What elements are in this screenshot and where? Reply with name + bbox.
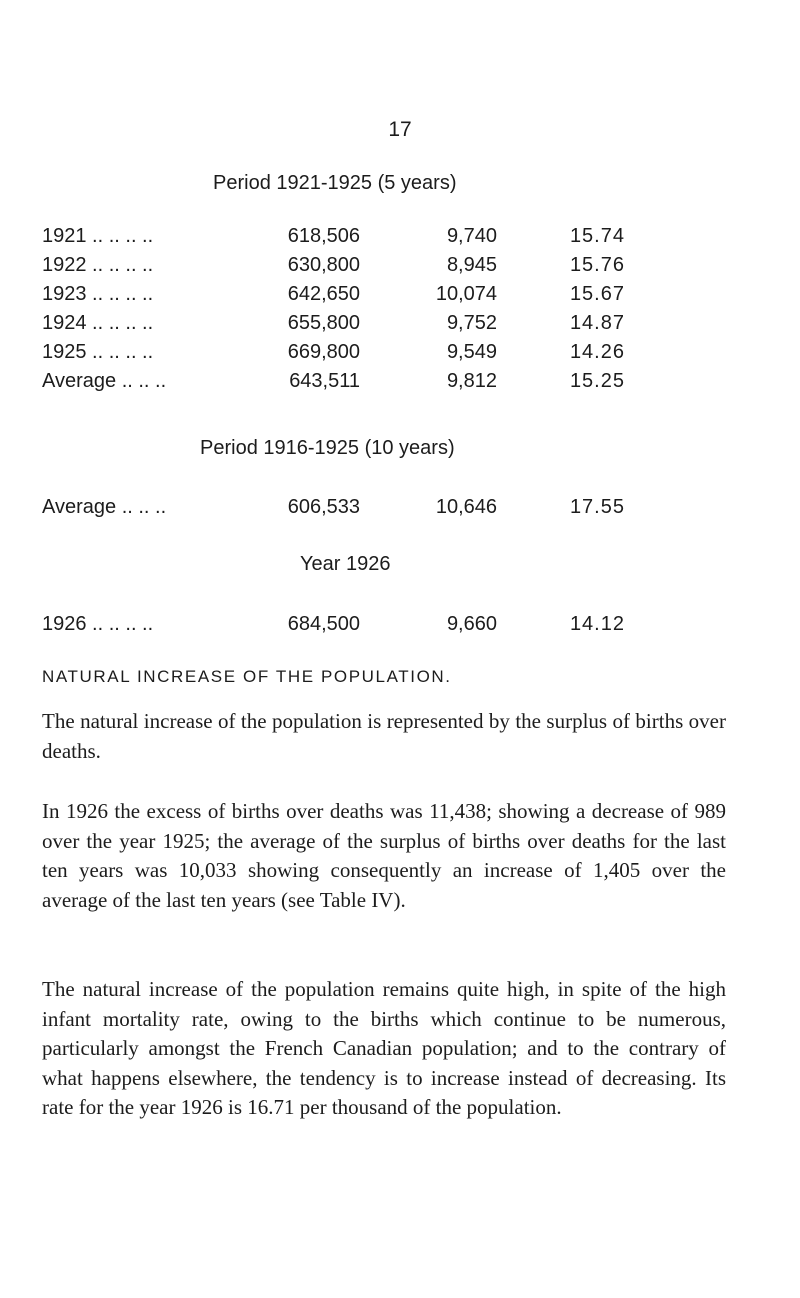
row-label: 1924 .. .. .. ..	[42, 312, 154, 334]
paragraph-text: The natural increase of the population remains quite high, in spite of the high infant mortality rate, owing to the births which continue to be numerous, particularly amongst the French Canadian population; and to the contrary of what happens elsewhere, the tendency is to increase instead of decreasing. Its rate for the year 1926 is 16.71 per thousand of the population.	[42, 977, 726, 1119]
rate-value: 14.12	[569, 613, 625, 635]
population-value: 606,533	[287, 496, 360, 518]
table-row	[0, 370, 800, 398]
row-label: Average .. .. ..	[42, 370, 167, 392]
table-row	[0, 225, 800, 253]
row-label: 1921 .. .. .. ..	[42, 225, 154, 247]
rate-value: 14.26	[569, 341, 625, 363]
deaths-value: 9,812	[446, 370, 497, 392]
period-heading-1921-1925: Period 1921-1925 (5 years)	[213, 172, 457, 194]
rate-value: 15.67	[569, 283, 625, 305]
rate-value: 14.87	[569, 312, 625, 334]
rate-value: 15.74	[569, 225, 625, 247]
page-number: 17	[388, 118, 412, 141]
rate-value: 17.55	[569, 496, 625, 518]
population-value: 643,511	[289, 370, 360, 392]
population-value: 655,800	[287, 312, 360, 334]
table-row	[0, 613, 800, 641]
row-label: Average .. .. ..	[42, 496, 167, 518]
table-row	[0, 341, 800, 369]
paragraph-text: In 1926 the excess of births over deaths was 11,438; showing a decrease of 989 over the year 1925; the average of the surplus of births over deaths for the last ten years was 10,033 showing consequently an increase of 1,405 over the average of the last ten years (see Table IV).	[42, 799, 726, 912]
year-heading-1926: Year 1926	[300, 553, 391, 575]
deaths-value: 10,074	[435, 283, 497, 305]
population-value: 630,800	[287, 254, 360, 276]
row-label: 1926 .. .. .. ..	[42, 613, 154, 635]
table-row	[0, 254, 800, 282]
table-row	[0, 283, 800, 311]
table-row	[0, 496, 800, 524]
section-heading: NATURAL INCREASE OF THE POPULATION.	[42, 667, 452, 686]
population-value: 669,800	[287, 341, 360, 363]
deaths-value: 9,660	[446, 613, 497, 635]
deaths-value: 9,752	[446, 312, 497, 334]
population-value: 684,500	[287, 613, 360, 635]
deaths-value: 9,549	[446, 341, 497, 363]
population-value: 618,506	[287, 225, 360, 247]
deaths-value: 9,740	[446, 225, 497, 247]
row-label: 1925 .. .. .. ..	[42, 341, 154, 363]
rate-value: 15.25	[569, 370, 625, 392]
deaths-value: 10,646	[435, 496, 497, 518]
population-value: 642,650	[287, 283, 360, 305]
row-label: 1922 .. .. .. ..	[42, 254, 154, 276]
row-label: 1923 .. .. .. ..	[42, 283, 154, 305]
period-heading-1916-1925: Period 1916-1925 (10 years)	[200, 437, 455, 459]
rate-value: 15.76	[569, 254, 625, 276]
deaths-value: 8,945	[446, 254, 497, 276]
paragraph-1926-excess	[42, 797, 726, 915]
paragraph-natural-increase-high	[42, 975, 726, 1123]
table-row	[0, 312, 800, 340]
paragraph-natural-increase-definition	[42, 707, 726, 766]
paragraph-text: The natural increase of the population is represented by the surplus of births over deaths.	[42, 709, 726, 763]
